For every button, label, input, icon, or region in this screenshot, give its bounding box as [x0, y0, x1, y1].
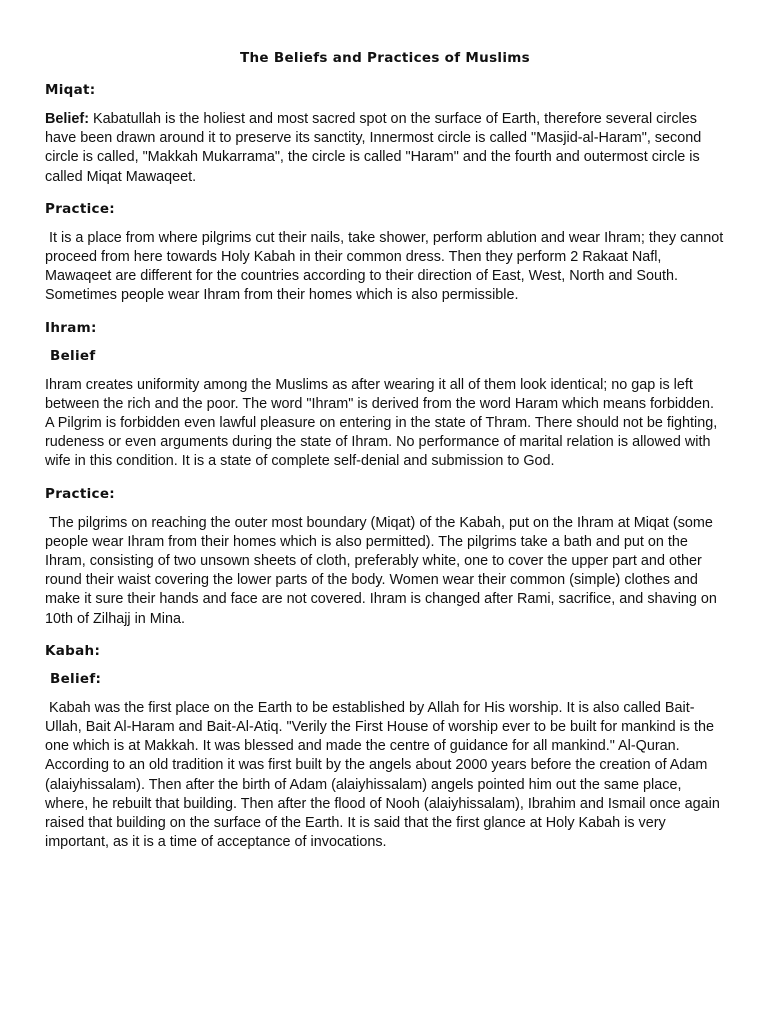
ihram-belief-paragraph: Ihram creates uniformity among the Muslims as after wearing it all of them look identical; no gap is left between the rich and the poor. The word "Ihram" is derived from the word Haram which means forbidden. A Pilgrim is forbidden even lawful pleasure on entering in the state of Thram. There should not be fighting, rudeness or even arguments during the state of Ihram. No performance of marital relation is allowed with wife in this condition. It is a state of complete self-denial and submission to God. [45, 376, 718, 470]
ihram-practice-paragraph: The pilgrims on reaching the outer most boundary (Miqat) of the Kabah, put on the Ihram at Miqat (some people wear Ihram from their homes which is also permitted). The pilgrims take a bath and put on the Ihram, consisting of two unsown sheets of cloth, preferably white, one to cover the upper part and other round their waist covering the lower parts of the body. Women wear their common (simple) clothes and make it sure their hands and face are not covered. Ihram is changed after Rami, sacrifice, and shaving on 10th of Zilhajj in Mina. [45, 514, 717, 627]
kabah-section [45, 643, 725, 853]
miqat-practice-paragraph: It is a place from where pilgrims cut their nails, take shower, perform ablution and wear Ihram; they cannot proceed from here towards Holy Kabah in their common dress. Then they perform 2 Rakaat Nafl, Mawaqeet are different for the countries according to their direction of East, West, North and South. Sometimes people wear Ihram from their homes which is also permissible. [45, 229, 724, 304]
miqat-belief-paragraph [45, 110, 725, 187]
ihram-section [45, 320, 725, 629]
ihram-heading: Ihram: [45, 319, 97, 336]
miqat-belief-text: Kabatullah is the holiest and most sacred spot on the surface of Earth, therefore several circles have been drawn around it to preserve its sanctity, Innermost circle is called "Masjid-al-Haram", second circle is called, "Makkah Mukarrama", the circle is called "Haram" and the fourth and outermost circle is called Miqat Mawaqeet. [45, 111, 702, 185]
kabah-heading: Kabah: [45, 642, 101, 659]
ihram-belief-heading: Belief [50, 347, 96, 364]
miqat-section [45, 82, 725, 306]
document-title: The Beliefs and Practices of Muslims [240, 50, 530, 66]
miqat-belief-label: Belief: [45, 111, 89, 127]
ihram-practice-heading: Practice: [45, 485, 116, 502]
miqat-heading: Miqat: [45, 82, 96, 98]
miqat-practice-heading: Practice: [45, 200, 116, 217]
document-page [45, 50, 725, 866]
kabah-belief-paragraph: Kabah was the first place on the Earth to be established by Allah for His worship. It is also called Bait-Ullah, Bait Al-Haram and Bait-Al-Atiq. "Verily the First House of worship ever to be built for mankind is the one which is at Makkah. It was blessed and made the centre of guidance for all mankind." Al-Quran. According to an old tradition it was first built by the angels about 2000 years before the creation of Adam (alaiyhissalam). Then after the birth of Adam (alaiyhissalam) angels pointed him out the same place, where, he rebuilt that building. Then after the flood of Nooh (alaiyhissalam), Ibrahim and Ismail once again raised that building on the surface of the Earth. It is said that the first glance at Holy Kabah is very important, as it is a time of acceptance of invocations. [45, 699, 720, 851]
kabah-belief-heading: Belief: [50, 670, 102, 687]
